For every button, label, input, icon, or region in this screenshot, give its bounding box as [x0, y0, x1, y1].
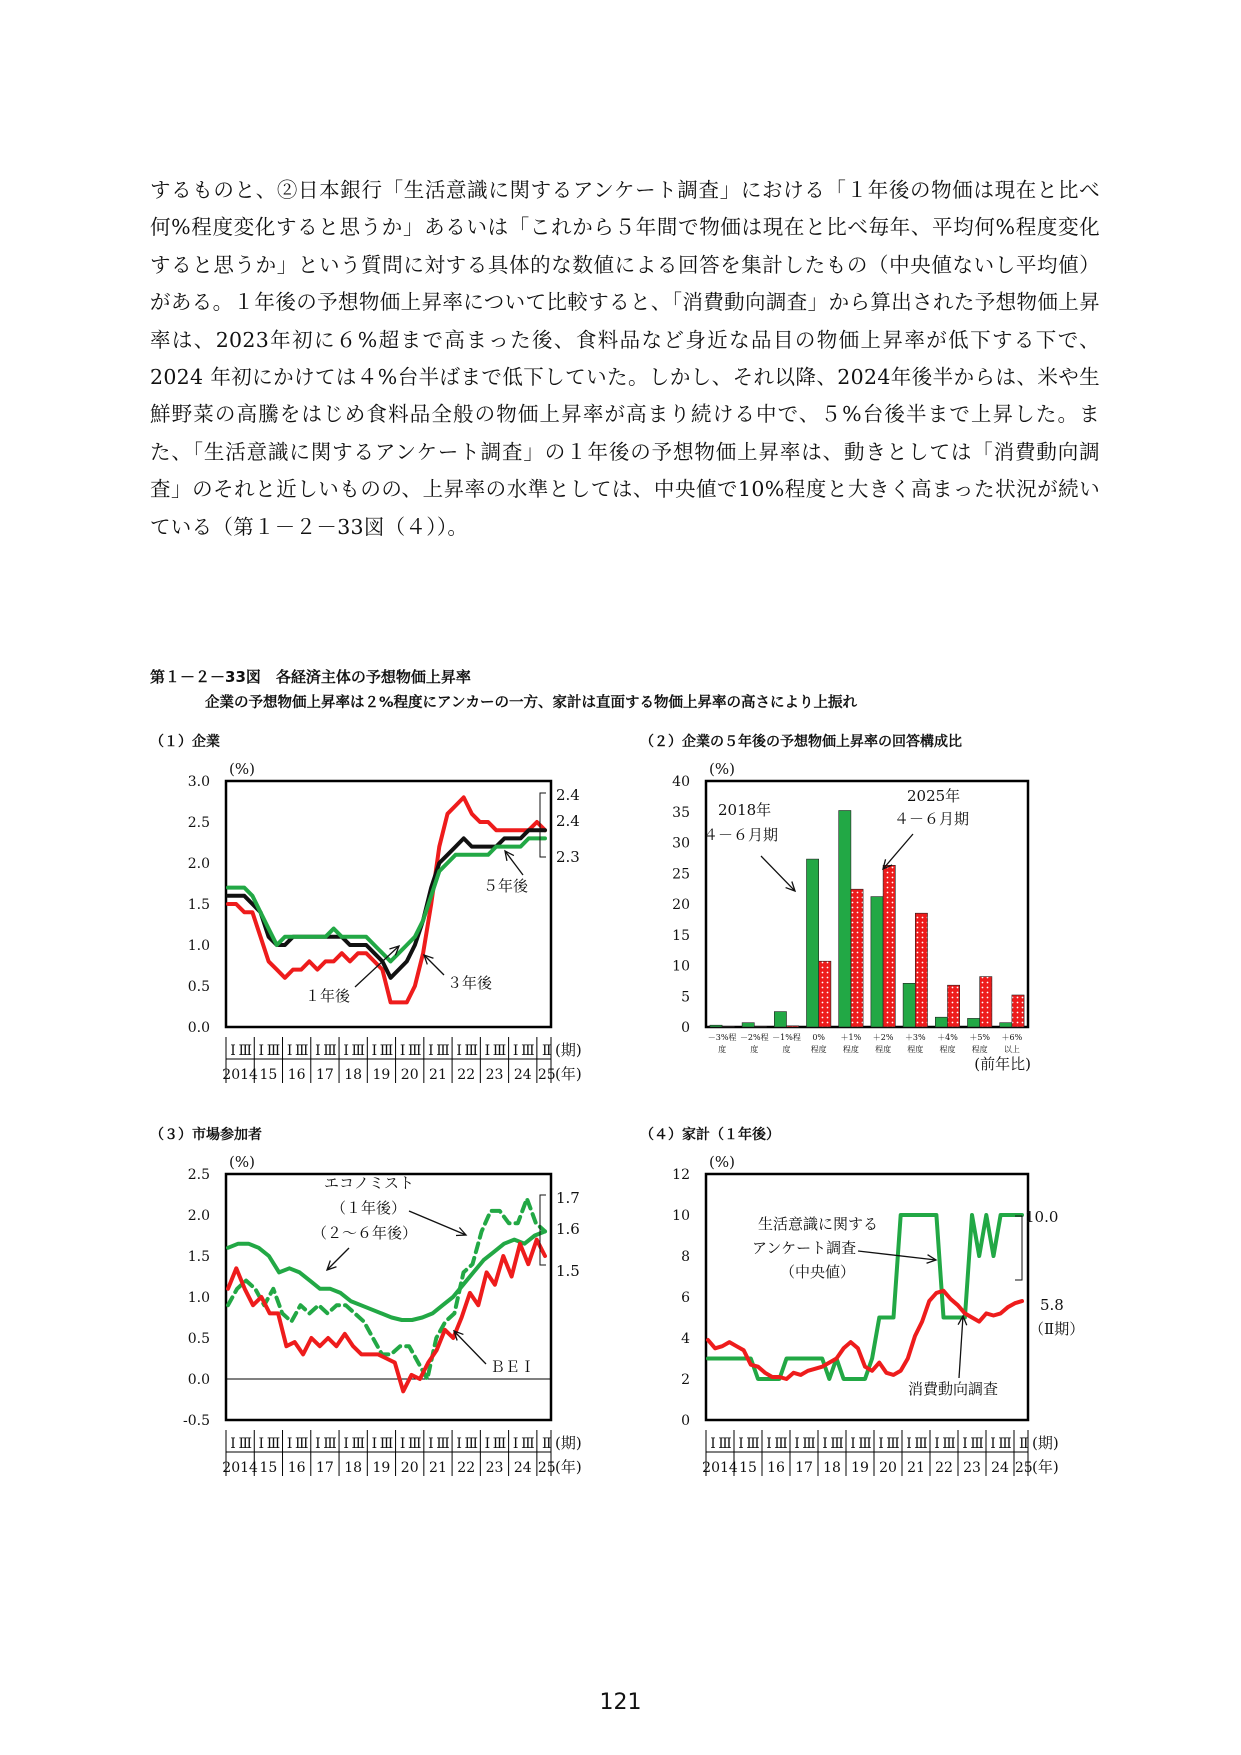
panel4-x-period-unit: (期) — [1032, 1434, 1059, 1452]
panel4-y-tick-label: 4 — [681, 1331, 690, 1347]
panel3-x-quarter-label: Ⅲ — [351, 1436, 366, 1452]
panel1-y-tick-label: 3.0 — [187, 774, 210, 790]
panel3-x-year-label: 19 — [372, 1460, 391, 1476]
panel4-y-tick-label: 12 — [672, 1167, 690, 1183]
panel4-x-quarter-label: Ⅲ — [970, 1436, 984, 1452]
panel3-y-tick-label: -0.5 — [183, 1413, 210, 1429]
panel4-end-label: （Ⅱ期） — [1029, 1320, 1085, 1338]
panel3-y-unit: (%) — [229, 1153, 255, 1171]
panel3-x-year-label: 23 — [485, 1460, 504, 1476]
panel1-x-quarter-label: Ⅲ — [521, 1043, 535, 1059]
panel3-end-label: 1.5 — [556, 1262, 580, 1280]
panel3-x-quarter-label: Ⅲ — [521, 1436, 535, 1452]
panel3-arrow-1y — [409, 1211, 466, 1235]
panel2-x-tick-label: ＋3% — [904, 1033, 926, 1042]
panel4-x-quarter-label: Ⅰ — [710, 1436, 716, 1452]
panel1-x-axis — [222, 1037, 555, 1083]
panel3-x-quarter-label: Ⅰ — [512, 1436, 519, 1452]
panel1-y-unit: (%) — [229, 760, 255, 778]
panel3-end-label: 1.7 — [556, 1189, 580, 1207]
panel3-x-quarter-label: Ⅰ — [258, 1436, 265, 1452]
panel1-x-year-label: 17 — [315, 1067, 334, 1083]
panel1-x-year-label: 18 — [344, 1067, 363, 1083]
panel3-x-year-label: 22 — [457, 1460, 476, 1476]
panel4-x-quarter-label: Ⅲ — [746, 1436, 760, 1452]
panel4-end-label: 5.8 — [1040, 1296, 1064, 1314]
panel4-annotation-survey: 生活意識に関する — [758, 1215, 879, 1233]
panel4-end-label: 10.0 — [1025, 1208, 1059, 1226]
panel3-x-quarter-label: Ⅰ — [428, 1436, 434, 1452]
panel2-bar-series-1 — [883, 865, 895, 1027]
panel4-y-tick-label: 0 — [681, 1413, 690, 1429]
panel1-end-label: 2.4 — [556, 812, 580, 830]
panel3-x-year-label: 24 — [513, 1460, 532, 1476]
panel2-annotation-2025: 2025年 — [907, 787, 961, 805]
panel3-annotation-1y: （１年後） — [331, 1199, 407, 1217]
panel1-y-tick-label: 0.5 — [187, 979, 210, 995]
panel2-y-tick-label: 25 — [672, 866, 690, 883]
panel2-x-tick-label: 程度 — [939, 1045, 956, 1054]
panel4-x-quarter-label: Ⅱ — [1019, 1436, 1029, 1452]
panel3-x-quarter-label: Ⅲ — [464, 1436, 479, 1452]
panel4-x-year-label: 24 — [991, 1460, 1009, 1476]
panel2-arrow-2025 — [883, 834, 913, 869]
panel4-x-quarter-label: Ⅰ — [794, 1436, 800, 1452]
panel2-x-tick-label: 度 — [718, 1045, 727, 1054]
panel1-x-year-label: 23 — [485, 1067, 504, 1083]
panel4-series-1-line — [708, 1291, 1022, 1379]
panel4-x-year-label: 18 — [823, 1460, 841, 1476]
panel2-x-tick-label: 程度 — [907, 1045, 924, 1054]
panel4-annotation-consumer: 消費動向調査 — [908, 1380, 999, 1398]
panel1-x-year-unit: (年) — [555, 1065, 582, 1083]
panel3-x-quarter-label: Ⅰ — [230, 1436, 236, 1452]
panel3-x-quarter-label: Ⅲ — [408, 1436, 422, 1452]
panel2-bar-series-0 — [968, 1018, 980, 1027]
panel3-x-quarter-label: Ⅲ — [379, 1436, 394, 1452]
panel3-end-label: 1.6 — [556, 1220, 580, 1238]
panel2-y-tick-label: 30 — [672, 835, 690, 852]
panel3-x-quarter-label: Ⅰ — [286, 1436, 293, 1452]
panel3-y-tick-label: 2.5 — [187, 1167, 210, 1183]
panel3-x-quarter-label: Ⅰ — [371, 1436, 378, 1452]
panel2-bar-series-0 — [710, 1025, 722, 1027]
panel2-y-tick-label: 0 — [681, 1020, 690, 1036]
panel1-x-year-label: 16 — [287, 1067, 306, 1083]
panel2-x-unit: (前年比) — [974, 1055, 1031, 1073]
panel3-arrow-2to6y — [327, 1248, 349, 1270]
panel2-y-tick-label: 5 — [681, 989, 690, 1006]
panel3-x-year-label: 20 — [400, 1460, 419, 1476]
panel3-x-year-label: 17 — [315, 1460, 334, 1476]
panel1-y-tick-label: 2.5 — [187, 815, 210, 831]
panel3-y-tick-label: 0.5 — [187, 1331, 210, 1347]
panel2-bar-series-1 — [980, 977, 992, 1027]
panel4-x-quarter-label: Ⅲ — [886, 1436, 900, 1452]
panel2-x-tick-label: 0% — [812, 1033, 826, 1042]
panel2-bar-series-0 — [903, 983, 915, 1027]
panel2-bar-series-1 — [722, 1026, 734, 1027]
panel2-x-tick-label: 程度 — [842, 1045, 859, 1054]
panel1-x-year-label: 25 — [537, 1067, 556, 1083]
panel2-bar-series-0 — [807, 859, 819, 1027]
panel4-x-quarter-label: Ⅰ — [906, 1436, 912, 1452]
panel2-bar-series-0 — [839, 811, 851, 1028]
panel4-x-year-label: 16 — [767, 1460, 785, 1476]
panel2-bar-series-0 — [871, 897, 883, 1027]
panel1-x-quarter-label: Ⅰ — [343, 1043, 349, 1059]
panel2-y-tick-label: 35 — [672, 804, 690, 821]
panel1-x-year-label: 22 — [457, 1067, 476, 1083]
panel1-x-quarter-label: Ⅰ — [258, 1043, 265, 1059]
panel1-x-quarter-label: Ⅲ — [238, 1043, 252, 1059]
panel4-x-year-label: 22 — [935, 1460, 953, 1476]
panel3-x-quarter-label: Ⅲ — [436, 1436, 450, 1452]
panel4-x-quarter-label: Ⅲ — [858, 1436, 872, 1452]
panel2-x-tick-label: 程度 — [971, 1045, 988, 1054]
panel1-x-year-label: 24 — [513, 1067, 532, 1083]
panel3-x-quarter-label: Ⅰ — [315, 1436, 321, 1452]
panel1-x-quarter-label: Ⅰ — [286, 1043, 293, 1059]
panel1-x-quarter-label: Ⅲ — [351, 1043, 366, 1059]
panel2-x-tick-label: －2%程 — [739, 1033, 769, 1042]
panel3-x-quarter-label: Ⅰ — [456, 1436, 462, 1452]
panel3-annotation-bei: ＢＥＩ — [490, 1358, 536, 1376]
panel1-x-year-label: 21 — [429, 1067, 447, 1083]
panel1-annotation-5y: ５年後 — [483, 877, 529, 895]
panel4-x-year-unit: (年) — [1032, 1458, 1059, 1476]
panel2-x-tick-label: ＋1% — [840, 1033, 862, 1042]
panel3-x-year-label: 25 — [537, 1460, 556, 1476]
panel4-x-quarter-label: Ⅲ — [774, 1436, 788, 1452]
panel1-x-quarter-label: Ⅲ — [408, 1043, 422, 1059]
panel1-arrow-3y — [424, 955, 444, 975]
panel1-x-quarter-label: Ⅲ — [436, 1043, 450, 1059]
panel1-x-quarter-label: Ⅱ — [542, 1043, 552, 1059]
panel4-x-year-label: 19 — [851, 1460, 869, 1476]
panel2-x-tick-label: 度 — [782, 1045, 791, 1054]
panel3-annotation-2to6y: （２～６年後） — [312, 1224, 418, 1242]
panel1-x-quarter-label: Ⅰ — [315, 1043, 321, 1059]
panel3-x-year-unit: (年) — [555, 1458, 582, 1476]
panel3-title: （３）市場参加者 — [150, 1127, 262, 1143]
panel2-x-tick-label: ＋5% — [969, 1033, 991, 1042]
panel1-x-quarter-label: Ⅰ — [512, 1043, 519, 1059]
panel2-bar-series-1 — [915, 913, 927, 1027]
panel1-x-quarter-label: Ⅰ — [371, 1043, 378, 1059]
panel4-arrow-consumer — [959, 1316, 963, 1378]
panel1-end-label: 2.3 — [556, 848, 580, 866]
panel4-x-year-label: 15 — [739, 1460, 757, 1476]
panel4-x-quarter-label: Ⅲ — [942, 1436, 956, 1452]
panel2-bar-series-1 — [819, 961, 831, 1027]
panel4-x-quarter-label: Ⅰ — [822, 1436, 828, 1452]
panel1-series-2-line — [228, 838, 545, 961]
panel4-x-axis — [702, 1430, 1033, 1476]
panel4-x-year-label: 21 — [907, 1460, 925, 1476]
panel3-x-quarter-label: Ⅰ — [343, 1436, 349, 1452]
panel1-annotation-3y: ３年後 — [447, 974, 493, 992]
panel1-x-period-unit: (期) — [555, 1041, 582, 1059]
panel3-y-tick-label: 2.0 — [187, 1208, 210, 1224]
panel2-x-tick-label: 度 — [750, 1045, 759, 1054]
panel1-annotation-1y: １年後 — [305, 987, 351, 1005]
panel2-x-tick-label: ＋4% — [937, 1033, 958, 1042]
panel1-x-year-label: 15 — [259, 1067, 278, 1083]
panel4-x-quarter-label: Ⅰ — [850, 1436, 856, 1452]
panel2-bar-series-0 — [935, 1017, 947, 1027]
panel2-bar-series-1 — [754, 1026, 766, 1027]
panel4-x-quarter-label: Ⅰ — [962, 1436, 968, 1452]
panel4-x-quarter-label: Ⅰ — [934, 1436, 940, 1452]
panel1-x-quarter-label: Ⅲ — [323, 1043, 337, 1059]
panel2-annotation-2025: ４－６月期 — [894, 810, 970, 828]
panel4-x-quarter-label: Ⅰ — [878, 1436, 884, 1452]
panel1-x-quarter-label: Ⅲ — [294, 1043, 309, 1059]
panel3-x-quarter-label: Ⅲ — [294, 1436, 309, 1452]
panel2-bar-series-0 — [774, 1012, 786, 1027]
panel4-x-quarter-label: Ⅰ — [766, 1436, 772, 1452]
panel4-y-tick-label: 10 — [672, 1208, 690, 1224]
panel4-x-quarter-label: Ⅲ — [802, 1436, 816, 1452]
panel2-x-tick-label: ＋2% — [872, 1033, 894, 1042]
panel2-title: （２）企業の５年後の予想物価上昇率の回答構成比 — [640, 734, 962, 750]
panel3-x-quarter-label: Ⅰ — [399, 1436, 406, 1452]
panel2-annotation-2018: 2018年 — [718, 801, 772, 819]
panel2-bar-series-1 — [948, 985, 960, 1027]
panel1-y-tick-label: 1.5 — [187, 897, 210, 913]
figure-title: 第１－２－33図 各経済主体の予想物価上昇率 — [150, 668, 471, 686]
panel1-x-quarter-label: Ⅰ — [230, 1043, 236, 1059]
panel1-x-year-label: 19 — [372, 1067, 391, 1083]
panel1-x-quarter-label: Ⅲ — [492, 1043, 507, 1059]
panel4-x-quarter-label: Ⅰ — [990, 1436, 996, 1452]
panel2-bar-series-1 — [787, 1026, 799, 1027]
panel4-y-tick-label: 2 — [681, 1372, 690, 1388]
panel4-x-year-label: 25 — [1014, 1460, 1033, 1476]
panel3-x-quarter-label: Ⅲ — [266, 1436, 281, 1452]
panel4-x-year-label: 17 — [795, 1460, 813, 1476]
panel4-end-bracket — [1015, 1216, 1022, 1280]
panel2-y-unit: (%) — [709, 760, 735, 778]
panel4-y-unit: (%) — [709, 1153, 735, 1171]
panel3-x-period-unit: (期) — [555, 1434, 582, 1452]
panel4-x-quarter-label: Ⅲ — [998, 1436, 1012, 1452]
panel4-x-year-label: 20 — [879, 1460, 897, 1476]
panel2-bar-series-1 — [1012, 995, 1024, 1027]
panel2-y-tick-label: 20 — [672, 897, 690, 913]
panel1-x-quarter-label: Ⅲ — [379, 1043, 394, 1059]
panel3-y-tick-label: 1.5 — [187, 1249, 210, 1265]
page-number: 121 — [599, 1690, 642, 1715]
panel2-annotation-2018: ４－６月期 — [703, 826, 779, 844]
panel1-title: （１）企業 — [150, 734, 220, 750]
panel1-x-quarter-label: Ⅰ — [484, 1043, 491, 1059]
panel2-y-tick-label: 40 — [672, 774, 690, 790]
panel2-x-tick-label: ＋6% — [1001, 1033, 1023, 1042]
panel4-x-quarter-label: Ⅲ — [718, 1436, 732, 1452]
panel4-x-quarter-label: Ⅲ — [830, 1436, 844, 1452]
panel3-x-year-label: 18 — [344, 1460, 363, 1476]
panel4-x-quarter-label: Ⅰ — [738, 1436, 744, 1452]
panel3-arrow-bei — [454, 1331, 486, 1364]
panel3-y-tick-label: 1.0 — [187, 1290, 210, 1306]
panel1-x-year-label: 2014 — [222, 1067, 258, 1083]
panel3-x-year-label: 21 — [429, 1460, 447, 1476]
panel1-x-year-label: 20 — [400, 1067, 419, 1083]
panel3-x-quarter-label: Ⅱ — [542, 1436, 552, 1452]
panel1-arrow-5y — [505, 851, 523, 875]
figure-subtitle: 企業の予想物価上昇率は２%程度にアンカーの一方、家計は直面する物価上昇率の高さにより上振れ — [205, 695, 857, 711]
panel3-x-quarter-label: Ⅲ — [238, 1436, 252, 1452]
panel3-x-year-label: 16 — [287, 1460, 306, 1476]
panel2-bar-series-0 — [742, 1023, 754, 1027]
panel4-x-year-label: 23 — [963, 1460, 981, 1476]
panel1-x-quarter-label: Ⅲ — [464, 1043, 479, 1059]
panel3-x-axis — [222, 1430, 555, 1476]
panel4-y-tick-label: 8 — [681, 1249, 690, 1265]
panel1-y-tick-label: 2.0 — [187, 856, 210, 872]
panel2-y-tick-label: 10 — [672, 958, 690, 975]
panel4-y-tick-label: 6 — [681, 1290, 690, 1306]
panel1-y-tick-label: 0.0 — [187, 1020, 210, 1036]
panel3-x-quarter-label: Ⅰ — [484, 1436, 491, 1452]
panel3-x-quarter-label: Ⅲ — [492, 1436, 507, 1452]
panel4-x-quarter-label: Ⅲ — [914, 1436, 928, 1452]
panel2-x-tick-label: 程度 — [875, 1045, 892, 1054]
panel3-annotation-economist: エコノミスト — [324, 1174, 415, 1192]
panel1-end-label: 2.4 — [556, 786, 580, 804]
panel1-x-quarter-label: Ⅲ — [266, 1043, 281, 1059]
panel3-x-quarter-label: Ⅲ — [323, 1436, 337, 1452]
panel3-x-year-label: 2014 — [222, 1460, 258, 1476]
panel2-bar-series-1 — [851, 889, 863, 1027]
panel3-y-tick-label: 0.0 — [187, 1372, 210, 1388]
panel1-x-quarter-label: Ⅰ — [428, 1043, 434, 1059]
panel1-x-quarter-label: Ⅰ — [456, 1043, 462, 1059]
panel2-arrow-2018 — [761, 856, 795, 891]
panel2-x-tick-label: －1%程 — [772, 1033, 801, 1042]
panel4-annotation-survey: アンケート調査 — [752, 1239, 857, 1257]
body-text: するものと、②日本銀行「生活意識に関するアンケート調査」における「１年後の物価は現在と比べ何%程度変化すると思うか」あるいは「これから５年間で物価は現在と比べ毎年、平均何%程度変化すると思うか」という質問に対する具体的な数値による回答を集計したもの（中央値ないし平均値）がある。１年後の予想物価上昇率について比較すると、「消費動向調査」から算出された予想物価上昇率は、2023年初に６%超まで高まった後、食料品など身近な品目の物価上昇率が低下する下で、2024 年初にかけては４%台半ばまで低下していた。しかし、それ以降、2024年後半からは、米や生鮮野菜の高騰をはじめ食料品全般の物価上昇率が高まり続ける中で、５%台後半まで上昇した。また、「生活意識に関するアンケート調査」の１年後の予想物価上昇率は、動きとしては「消費動向調査」のそれと近しいものの、上昇率の水準としては、中央値で10%程度と大きく高まった状況が続いている（第１－２－33図（４））。 — [150, 178, 1100, 539]
panel2-x-tick-label: －3%程 — [707, 1033, 737, 1042]
panel2-bar-series-0 — [1000, 1023, 1012, 1027]
panel2-x-tick-label: 程度 — [810, 1045, 827, 1054]
panel2-x-tick-label: 以上 — [1003, 1045, 1020, 1054]
panel2-y-tick-label: 15 — [672, 927, 690, 944]
panel4-annotation-survey: （中央値） — [780, 1263, 856, 1281]
panel3-x-year-label: 15 — [259, 1460, 278, 1476]
panel1-y-tick-label: 1.0 — [187, 938, 210, 954]
panel4-title: （４）家計（１年後） — [640, 1127, 780, 1143]
panel4-x-year-label: 2014 — [702, 1460, 738, 1476]
panel1-x-quarter-label: Ⅰ — [399, 1043, 406, 1059]
